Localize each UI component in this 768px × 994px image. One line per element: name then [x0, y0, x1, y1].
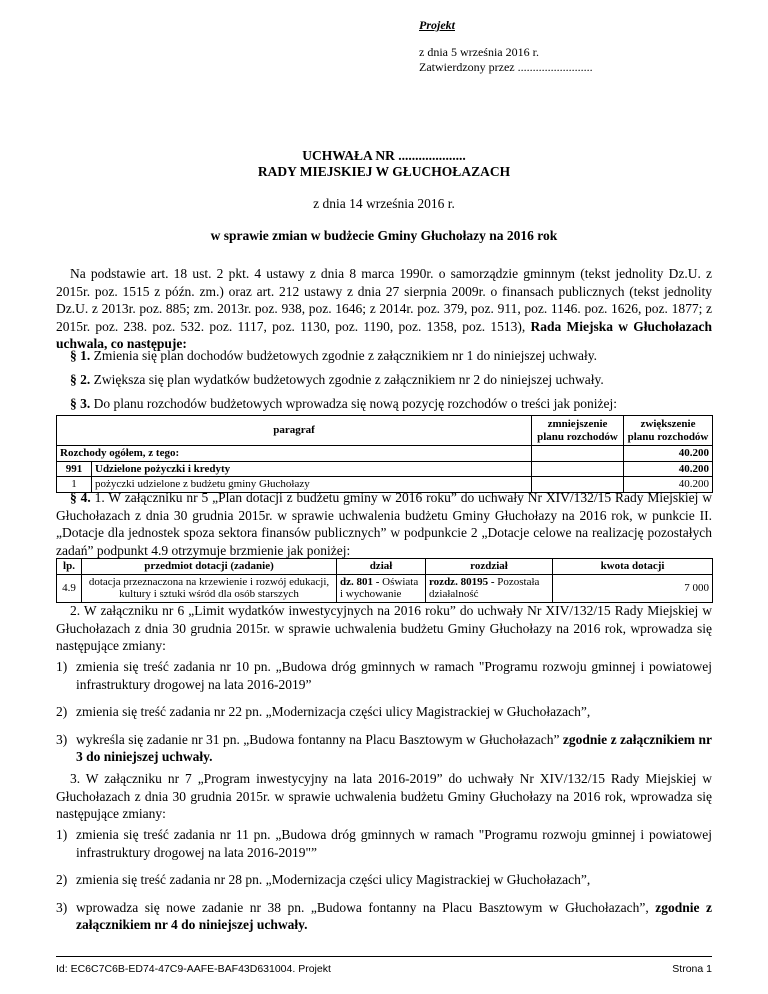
table-row — [57, 574, 713, 602]
section-3-label: § 3. — [70, 396, 91, 411]
resolution-subject: w sprawie zmian w budżecie Gminy Głuchołazy na 2016 rok — [210, 228, 558, 243]
section-2 — [56, 371, 712, 389]
section-4-p2: 2. W załączniku nr 6 „Limit wydatków inwestycyjnych na 2016 roku” do uchwały Nr XIV/132/15 Rady Miejskiej w Głuchołazach z dnia 30 grudnia 2015r. w sprawie uchwalenia budżetu Gminy Głuchołazy na 2016 rok, wprowadza się następujące zmiany: — [56, 603, 712, 653]
table-row — [57, 461, 713, 477]
preamble — [56, 265, 712, 353]
header-decrease: zmniejszenie planu rozchodów — [532, 416, 624, 446]
row1-code: 991 — [57, 461, 92, 477]
h-dzial: dział — [337, 559, 426, 575]
total-value: 40.200 — [624, 446, 713, 462]
section-1 — [56, 347, 712, 365]
list-item: 3) wykreśla się zadanie nr 31 pn. „Budowa fontanny na Placu Basztowym w Głuchołazach” zgodnie z załącznikiem nr 3 do niniejszej uchwały. — [56, 731, 712, 764]
row2-value: 40.200 — [624, 477, 713, 493]
section-4-p1 — [56, 489, 712, 559]
h-amount: kwota dotacji — [553, 559, 713, 575]
section-2-label: § 2. — [70, 372, 91, 387]
page-number: Strona 1 — [672, 963, 712, 975]
project-date: z dnia 5 września 2016 r. — [419, 45, 539, 59]
council-name: RADY MIEJSKIEJ W GŁUCHOŁAZACH — [257, 164, 511, 179]
list-item: 1) zmienia się treść zadania nr 10 pn. „Budowa dróg gminnych w ramach "Programu rozwoju gminnej i powiatowej infrastruktury drogowej na lata 2016-2019” — [56, 659, 712, 692]
section-4-label: § 4. — [70, 490, 91, 505]
footer-divider — [56, 956, 712, 957]
expenditure-table — [56, 415, 713, 493]
grant-subject: dotacja przeznaczona na krzewienie i rozwój edukacji, kultury i sztuki wśród dla osób starszych — [82, 574, 337, 602]
preamble-text: Na podstawie art. 18 ust. 2 pkt. 4 ustawy z dnia 8 marca 1990r. o samorządzie gminnym (tekst jednolity Dz.U. z 2015r. poz. 1515 z późn. zm.) oraz art. 212 ustawy z dnia 27 sierpnia 2009r. o finansach publicznych (tekst jednolity Dz.U. z 2013r. poz. 885; zm. 2013r. poz. 938, poz. 1646; z 2014r. poz. 379, poz. 911, poz. 1146. poz. 1626, poz. 1877; z 2015r. poz. 238. poz. 532. poz. 1117, poz. 1130, poz. 1190, poz. 1358, poz. 1513), — [56, 266, 712, 334]
h-lp: lp. — [57, 559, 82, 575]
section-3 — [56, 395, 712, 413]
list-item: 3) wprowadza się nowe zadanie nr 38 pn. „Budowa fontanny na Placu Basztowym w Głuchołazach”, zgodnie z załącznikiem nr 4 do niniejszej uchwały. — [56, 899, 713, 932]
row2-label: pożyczki udzielone z budżetu gminy Głuchołazy — [92, 477, 532, 493]
section-4-p2-list — [56, 658, 712, 776]
grant-table — [56, 558, 713, 603]
table-row — [57, 446, 713, 462]
grant-lp: 4.9 — [57, 574, 82, 602]
grant-dzial: dz. 801 - Oświata i wychowanie — [337, 574, 426, 602]
total-label: Rozchody ogółem, z tego: — [57, 446, 532, 462]
preamble-bold: Rada Miejska w Głuchołazach uchwala, co następuje: — [56, 318, 712, 351]
section-4-p1-text: 1. W załączniku nr 5 „Plan dotacji z budżetu gminy w 2016 roku” do uchwały Nr XIV/132/15 Rady Miejskiej w Głuchołazach z dnia 30 grudnia 2015r. w sprawie uchwalenia budżetu Gminy Głuchołazy na 2016 rok, w punkcie II. „Dotacje dla jednostek spoza sektora finansów publicznych” w podpunkcie 2 „Dotacje celowe na realizację pozostałych zadań” podpunkt 4.9 otrzymuje brzmienie jak poniżej: — [56, 490, 712, 558]
row2-code: 1 — [57, 477, 92, 493]
section-2-text: Zwiększa się plan wydatków budżetowych zgodnie z załącznikiem nr 2 do niniejszej uchwały. — [90, 372, 604, 387]
section-4-p3: 3. W załączniku nr 7 „Program inwestycyjny na lata 2016-2019” do uchwały Nr XIV/132/15 Rady Miejskiej w Głuchołazach z dnia 30 grudnia 2015r. w sprawie uchwalenia budżetu Gminy Głuchołazy na 2016 rok, wprowadza się następujące zmiany: — [56, 771, 712, 821]
project-header — [419, 18, 593, 75]
approved-by: Zatwierdzony przez ......................... — [419, 60, 593, 74]
resolution-number: UCHWAŁA NR .................... — [302, 148, 466, 163]
list-item: 2) zmienia się treść zadania nr 22 pn. „Modernizacja części ulicy Magistrackiej w Głuchołazach”, — [56, 704, 591, 719]
header-paragraf: paragraf — [57, 416, 532, 446]
list-item: 1) zmienia się treść zadania nr 11 pn. „Budowa dróg gminnych w ramach "Programu rozwoju gminnej i powiatowej infrastruktury drogowej na lata 2016-2019"” — [56, 827, 712, 860]
h-rozdzial: rozdział — [426, 559, 553, 575]
row1-label: Udzielone pożyczki i kredyty — [92, 461, 532, 477]
h-subject: przedmiot dotacji (zadanie) — [82, 559, 337, 575]
resolution-date: z dnia 14 września 2016 r. — [313, 196, 455, 211]
grant-rozdzial: rozdz. 80195 - Pozostała działalność — [426, 574, 553, 602]
list-item: 2) zmienia się treść zadania nr 28 pn. „Modernizacja części ulicy Magistrackiej w Głuchołazach”, — [56, 872, 591, 887]
section-1-label: § 1. — [70, 348, 91, 363]
row1-value: 40.200 — [624, 461, 713, 477]
section-4-p3-list — [56, 826, 712, 944]
header-increase: zwiększenie planu rozchodów — [624, 416, 713, 446]
section-1-text: Zmienia się plan dochodów budżetowych zgodnie z załącznikiem nr 1 do niniejszej uchwały. — [90, 348, 597, 363]
project-label: Projekt — [419, 18, 455, 32]
document-id: Id: EC6C7C6B-ED74-47C9-AAFE-BAF43D631004. Projekt — [56, 963, 331, 975]
section-3-text: Do planu rozchodów budżetowych wprowadza się nową pozycję rozchodów o treści jak poniżej: — [90, 396, 617, 411]
grant-amount: 7 000 — [553, 574, 713, 602]
